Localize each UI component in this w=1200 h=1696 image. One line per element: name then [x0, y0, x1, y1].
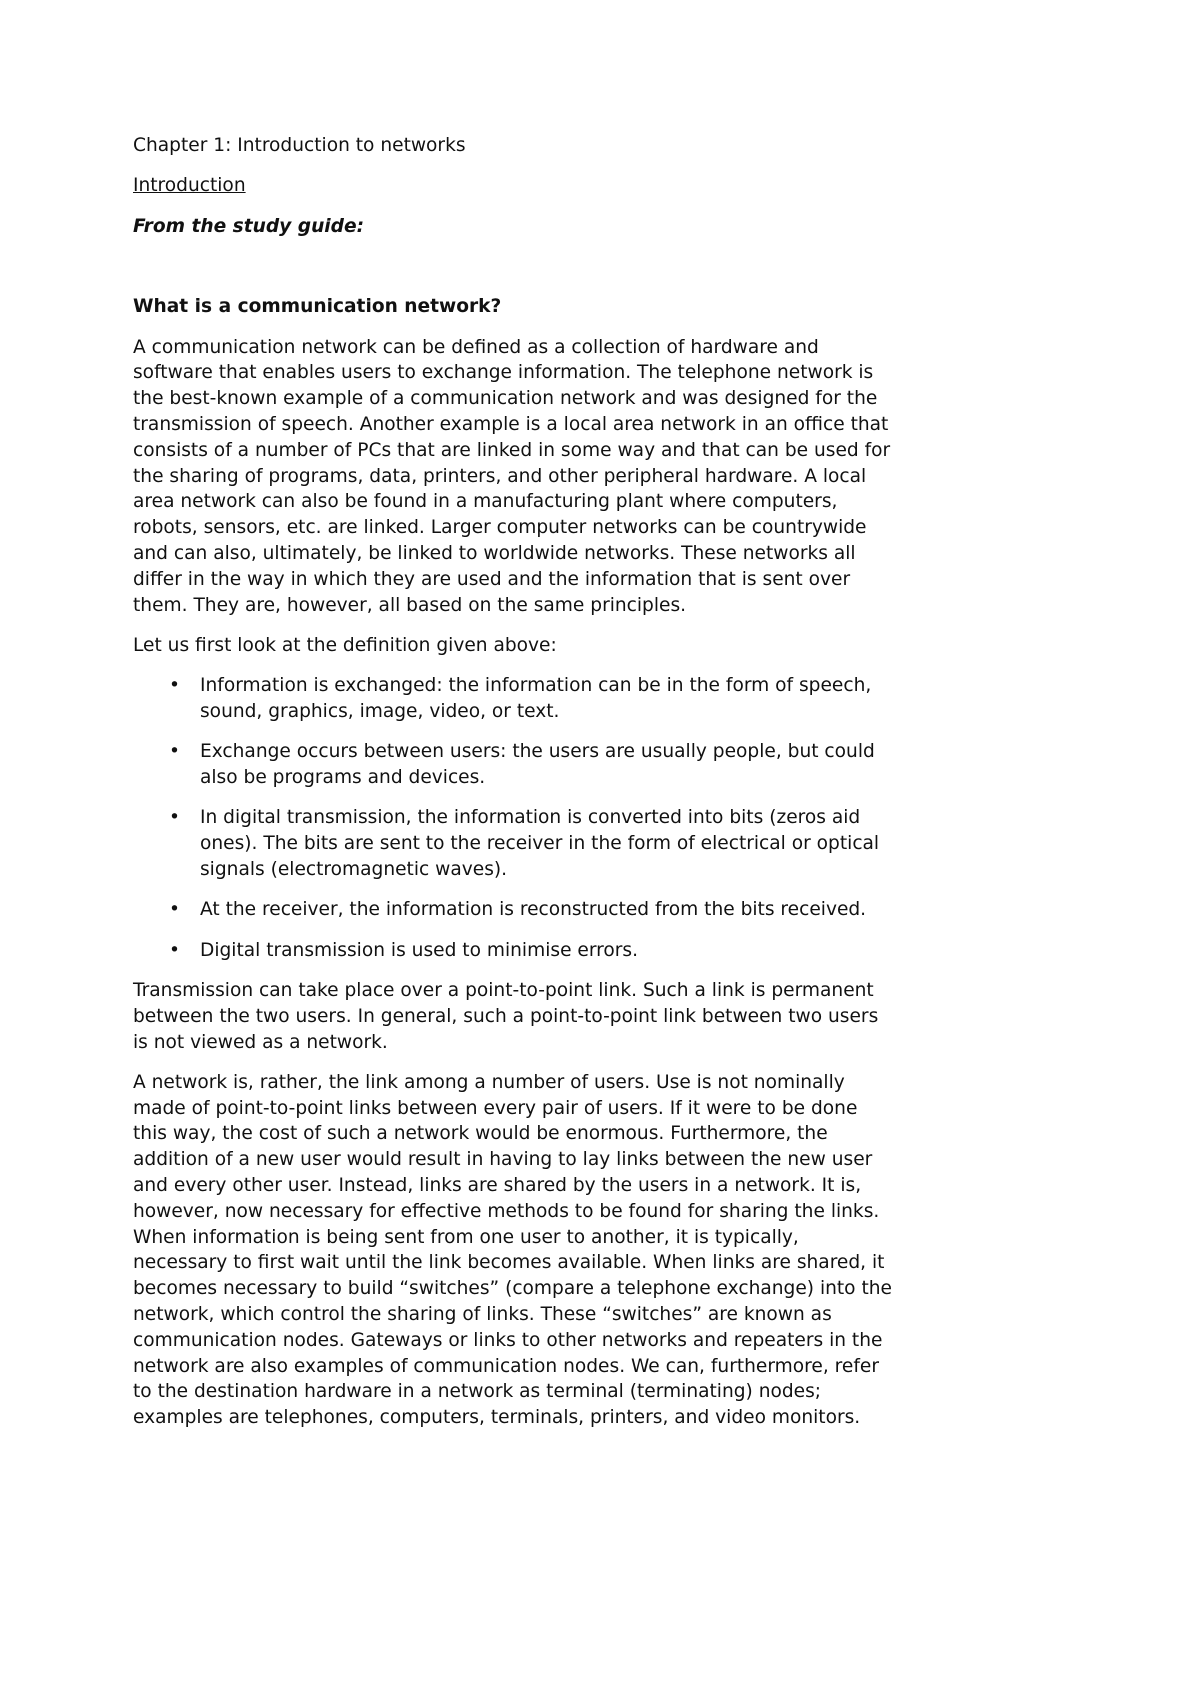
- text-line: sound, graphics, image, video, or text.: [200, 701, 560, 723]
- text-line: When information is being sent from one user to another, it is typically,: [133, 1226, 799, 1248]
- source-note: From the study guide:: [133, 215, 365, 237]
- document-page: [133, 133, 1033, 1445]
- text-line: signals (electromagnetic waves).: [200, 859, 508, 881]
- text-line: software that enables users to exchange information. The telephone network is: [133, 362, 874, 384]
- text-line: examples are telephones, computers, terminals, printers, and video monitors.: [133, 1407, 861, 1429]
- bullet-icon: •: [169, 899, 180, 921]
- text-line: Exchange occurs between users: the users are usually people, but could: [200, 741, 875, 763]
- text-line: In digital transmission, the information is converted into bits (zeros aid: [200, 807, 861, 829]
- text-line: At the receiver, the information is reconstructed from the bits received.: [200, 899, 867, 921]
- text-line: them. They are, however, all based on the same principles.: [133, 594, 687, 616]
- bullet-item: [133, 739, 1033, 791]
- text-line: A communication network can be defined as a collection of hardware and: [133, 336, 819, 358]
- text-line: this way, the cost of such a network would be enormous. Furthermore, the: [133, 1123, 828, 1145]
- text-line: A network is, rather, the link among a number of users. Use is not nominally: [133, 1071, 845, 1093]
- bullet-item: [133, 938, 1033, 964]
- text-line: Digital transmission is used to minimise errors.: [200, 939, 639, 961]
- text-line: also be programs and devices.: [200, 767, 486, 789]
- text-line: and can also, ultimately, be linked to worldwide networks. These networks all: [133, 543, 856, 565]
- text-line: ones). The bits are sent to the receiver in the form of electrical or optical: [200, 833, 880, 855]
- text-line: the best-known example of a communication network and was designed for the: [133, 388, 878, 410]
- definition-bullet-list: [133, 673, 1033, 963]
- text-line: Information is exchanged: the information can be in the form of speech,: [200, 675, 872, 697]
- text-line: is not viewed as a network.: [133, 1031, 388, 1053]
- text-line: transmission of speech. Another example is a local area network in an office that: [133, 414, 889, 436]
- text-line: and every other user. Instead, links are shared by the users in a network. It is,: [133, 1175, 862, 1196]
- section-heading-introduction: Introduction: [133, 175, 246, 197]
- text-line: differ in the way in which they are used and the information that is sent over: [133, 568, 851, 590]
- bullet-icon: •: [169, 939, 180, 961]
- text-line: to the destination hardware in a network as terminal (terminating) nodes;: [133, 1381, 822, 1403]
- bullet-icon: •: [169, 741, 180, 763]
- bullet-item: [133, 673, 1033, 725]
- text-line: network are also examples of communication nodes. We can, furthermore, refer: [133, 1355, 879, 1377]
- text-line: the sharing of programs, data, printers, and other peripheral hardware. A local: [133, 465, 867, 487]
- text-line: however, now necessary for effective methods to be found for sharing the links.: [133, 1200, 880, 1222]
- bullet-item: [133, 897, 1033, 923]
- text-line: area network can also be found in a manufacturing plant where computers,: [133, 491, 838, 513]
- text-line: addition of a new user would result in having to lay links between the new user: [133, 1149, 873, 1171]
- bullet-item: [133, 805, 1033, 882]
- chapter-title: Chapter 1: Introduction to networks: [133, 135, 466, 156]
- text-line: between the two users. In general, such a point-to-point link between two users: [133, 1005, 879, 1027]
- text-line: becomes necessary to build “switches” (compare a telephone exchange) into the: [133, 1278, 892, 1300]
- text-line: Let us first look at the definition given above:: [133, 634, 557, 656]
- paragraph-point-to-point: [133, 978, 1033, 1055]
- question-heading: What is a communication network?: [133, 296, 502, 318]
- text-line: made of point-to-point links between every pair of users. If it were to be done: [133, 1097, 858, 1119]
- text-line: network, which control the sharing of links. These “switches” are known as: [133, 1303, 832, 1325]
- text-line: Transmission can take place over a point-to-point link. Such a link is permanent: [133, 979, 874, 1001]
- text-line: necessary to first wait until the link becomes available. When links are shared, it: [133, 1252, 885, 1274]
- text-line: consists of a number of PCs that are linked in some way and that can be used for: [133, 439, 891, 461]
- bullet-icon: •: [169, 807, 180, 829]
- paragraph-let-us-look: [133, 633, 1033, 659]
- text-line: robots, sensors, etc. are linked. Larger computer networks can be countrywide: [133, 517, 867, 539]
- text-line: communication nodes. Gateways or links to other networks and repeaters in the: [133, 1329, 883, 1351]
- bullet-icon: •: [169, 675, 180, 697]
- paragraph-network-nodes: [133, 1070, 1033, 1431]
- paragraph-definition: [133, 335, 1033, 619]
